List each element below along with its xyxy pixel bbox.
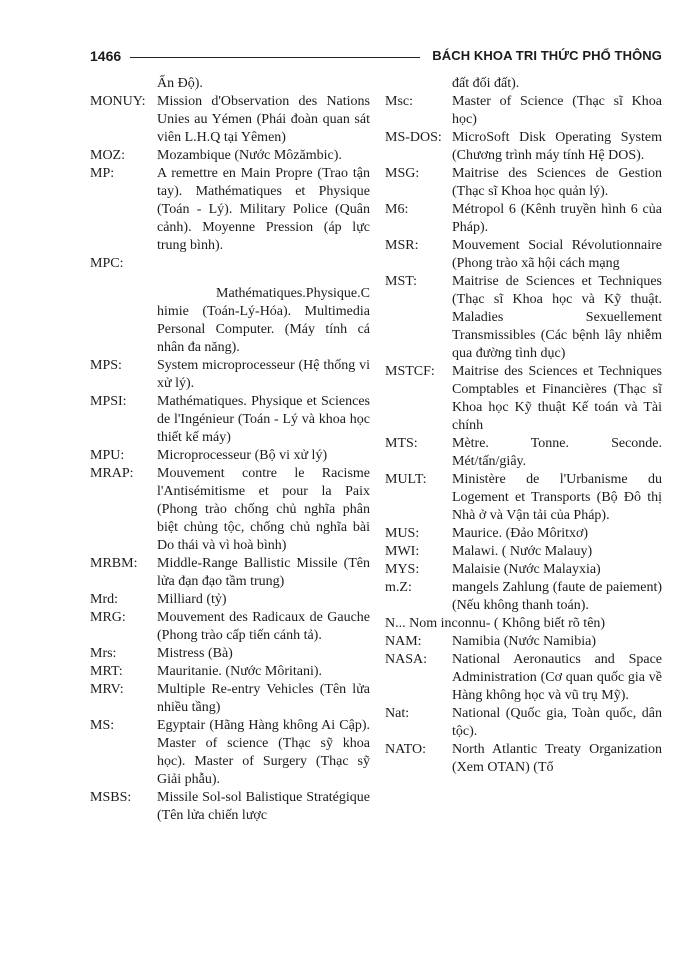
dictionary-entry bbox=[90, 465, 370, 555]
entry-definition: Maitrise de Sciences et Techniques (Thạc sĩ Khoa học và Kỹ thuật. Maladies Sexuellement Transmissibles (Các bệnh lây nhiễm qua đường tình dục) bbox=[452, 274, 662, 361]
entry-term: NASA: bbox=[385, 652, 428, 667]
dictionary-entry bbox=[385, 237, 662, 273]
dictionary-entry bbox=[385, 651, 662, 705]
dictionary-entry bbox=[90, 255, 370, 273]
dictionary-entry bbox=[385, 525, 662, 543]
dictionary-entry bbox=[90, 645, 370, 663]
entry-definition: Mouvement contre le Racisme l'Antisémitisme et pour la Paix (Phong trào chống chủ nghĩa phân biệt chủng tộc, chống chủ nghĩa bài Do thái và vì hoà bình) bbox=[157, 466, 370, 553]
dictionary-entry bbox=[385, 615, 662, 633]
dictionary-entry bbox=[385, 471, 662, 525]
entry-term: Nat: bbox=[385, 706, 410, 721]
dictionary-entry bbox=[90, 663, 370, 681]
dictionary-entry bbox=[385, 435, 662, 471]
dictionary-entry bbox=[90, 609, 370, 645]
entry-term: MTS: bbox=[385, 436, 418, 451]
entry-definition: đất đối đất). bbox=[452, 76, 520, 91]
entry-term: M6: bbox=[385, 202, 409, 217]
entry-definition: Missile Sol-sol Balistique Stratégique (Tên lửa chiến lược bbox=[157, 790, 370, 823]
entry-definition: Ấn Độ). bbox=[157, 76, 203, 91]
entry-term: Mrd: bbox=[90, 592, 118, 607]
dictionary-entry bbox=[385, 741, 662, 777]
entry-definition: System microprocesseur (Hệ thống vi xử lý). bbox=[157, 358, 370, 391]
entry-definition: Mathématiques. Physique et Sciences de l'Ingénieur (Toán - Lý và khoa học thiết kế máy) bbox=[157, 394, 370, 445]
entry-definition: Mètre. Tonne. Seconde. Mét/tấn/giây. bbox=[452, 436, 662, 469]
dictionary-entry bbox=[90, 717, 370, 789]
dictionary-entry bbox=[90, 165, 370, 255]
dictionary-entry bbox=[385, 633, 662, 651]
page-number: 1466 bbox=[90, 48, 122, 64]
entry-term: MPU: bbox=[90, 448, 125, 463]
dictionary-entry bbox=[385, 75, 662, 93]
entry-term: MUS: bbox=[385, 526, 420, 541]
entry-term: Mrs: bbox=[90, 646, 117, 661]
entry-definition: Egyptair (Hãng Hàng không Ai Cập). Master of science (Thạc sỹ khoa học). Master of Surgery (Thạc sỹ Giải phẫu). bbox=[157, 718, 370, 787]
dictionary-entry bbox=[90, 303, 370, 357]
dictionary-entry bbox=[90, 75, 370, 93]
entry-term: MSTCF: bbox=[385, 364, 435, 379]
entry-definition: Malaisie (Nước Malayxia) bbox=[452, 562, 601, 577]
entry-definition: Maurice. (Đảo Môritxơ) bbox=[452, 526, 589, 541]
entry-term: MS: bbox=[90, 718, 115, 733]
entry-definition: himie (Toán-Lý-Hóa). Multimedia Personal Computer. (Máy tính cá nhân đa năng). bbox=[157, 304, 370, 355]
entry-definition: National (Quốc gia, Toàn quốc, dân tộc). bbox=[452, 706, 662, 739]
dictionary-entry bbox=[90, 789, 370, 825]
dictionary-entry bbox=[385, 93, 662, 129]
entry-definition: Mozambique (Nước Môzămbic). bbox=[157, 148, 342, 163]
entry-definition: Master of Science (Thạc sĩ Khoa học) bbox=[452, 94, 662, 127]
entry-definition: Milliard (tỷ) bbox=[157, 592, 227, 607]
entry-term: MRAP: bbox=[90, 466, 134, 481]
entry-definition: Maitrise des Sciences de Gestion (Thạc sĩ Khoa học quản lý). bbox=[452, 166, 662, 199]
dictionary-entry bbox=[90, 147, 370, 165]
entry-term: MRBM: bbox=[90, 556, 138, 571]
dictionary-entry bbox=[385, 543, 662, 561]
entry-term: MPSI: bbox=[90, 394, 127, 409]
entry-term: MYS: bbox=[385, 562, 420, 577]
entry-term: NAM: bbox=[385, 634, 422, 649]
entry-definition: MicroSoft Disk Operating System (Chương trình máy tính Hệ DOS). bbox=[452, 130, 662, 163]
page-header bbox=[90, 46, 662, 68]
dictionary-entry bbox=[385, 165, 662, 201]
dictionary-entry bbox=[385, 273, 662, 363]
dictionary-entry bbox=[90, 93, 370, 147]
entry-definition: Mauritanie. (Nước Môritani). bbox=[157, 664, 323, 679]
entry-definition: Mission d'Observation des Nations Unies au Yémen (Phái đoàn quan sát viên L.H.Q tại Yêmen) bbox=[157, 94, 370, 145]
dictionary-entry bbox=[385, 201, 662, 237]
entry-term: m.Z: bbox=[385, 580, 412, 595]
entry-term: MWI: bbox=[385, 544, 420, 559]
entry-definition: Métropol 6 (Kênh truyền hình 6 của Pháp). bbox=[452, 202, 662, 235]
entry-definition: Mouvement des Radicaux de Gauche (Phong trào cấp tiến cánh tả). bbox=[157, 610, 370, 643]
entry-definition: Ministère de l'Urbanisme du Logement et Transports (Bộ Đô thị Nhà ở và Vận tải của Pháp). bbox=[452, 472, 662, 523]
entry-definition: N... Nom inconnu- ( Không biết rõ tên) bbox=[385, 616, 606, 631]
entry-term: MPS: bbox=[90, 358, 122, 373]
entry-definition: Mathématiques.Physique.C bbox=[216, 286, 370, 301]
entry-term: MP: bbox=[90, 166, 115, 181]
entry-definition: Mistress (Bà) bbox=[157, 646, 233, 661]
running-title: BÁCH KHOA TRI THỨC PHỔ THÔNG bbox=[432, 48, 662, 63]
entry-definition: A remettre en Main Propre (Trao tận tay). Mathématiques et Physique (Toán - Lý). Military Police (Quân cảnh). Moyenne Pression (áp lực trung bình). bbox=[157, 166, 370, 253]
left-column bbox=[90, 75, 370, 825]
dictionary-entry bbox=[90, 357, 370, 393]
entry-term: MULT: bbox=[385, 472, 427, 487]
entry-definition: Malawi. ( Nước Malauy) bbox=[452, 544, 593, 559]
entry-term: MST: bbox=[385, 274, 417, 289]
entry-term: MRG: bbox=[90, 610, 126, 625]
entry-definition: Maitrise des Sciences et Techniques Comptables et Financières (Thạc sĩ Khoa học Kỹ thuật Kế toán và Tài chính bbox=[452, 364, 662, 433]
entry-definition: mangels Zahlung (faute de paiement) (Nếu không thanh toán). bbox=[452, 580, 662, 613]
dictionary-entry bbox=[385, 579, 662, 615]
entry-term: MS-DOS: bbox=[385, 130, 442, 145]
entry-definition: Middle-Range Ballistic Missile (Tên lửa đạn đạo tầm trung) bbox=[157, 556, 370, 589]
entry-term: MSR: bbox=[385, 238, 419, 253]
entry-term: MONUY: bbox=[90, 94, 146, 109]
entry-definition: Multiple Re-entry Vehicles (Tên lửa nhiều tầng) bbox=[157, 682, 370, 715]
dictionary-entry bbox=[385, 705, 662, 741]
dictionary-entry bbox=[385, 129, 662, 165]
entry-definition: Microprocesseur (Bộ vi xử lý) bbox=[157, 448, 328, 463]
entry-term: MOZ: bbox=[90, 148, 125, 163]
entry-definition: Namibia (Nước Namibia) bbox=[452, 634, 597, 649]
header-rule bbox=[130, 57, 420, 58]
right-column bbox=[385, 75, 662, 777]
dictionary-entry bbox=[90, 555, 370, 591]
dictionary-entry bbox=[385, 363, 662, 435]
entry-term: MSG: bbox=[385, 166, 420, 181]
entry-term: MPC: bbox=[90, 256, 124, 271]
dictionary-entry bbox=[90, 447, 370, 465]
dictionary-entry bbox=[90, 681, 370, 717]
entry-term: NATO: bbox=[385, 742, 426, 757]
dictionary-entry bbox=[90, 393, 370, 447]
dictionary-entry bbox=[90, 285, 370, 303]
entry-term: MSBS: bbox=[90, 790, 132, 805]
dictionary-entry bbox=[90, 591, 370, 609]
entry-definition: Mouvement Social Révolutionnaire (Phong trào xã hội cách mạng bbox=[452, 238, 662, 271]
entry-definition: National Aeronautics and Space Administration (Cơ quan quốc gia về Hàng không học và vũ trụ Mỹ). bbox=[452, 652, 662, 703]
entry-term: MRT: bbox=[90, 664, 123, 679]
entry-term: MRV: bbox=[90, 682, 124, 697]
dictionary-entry bbox=[385, 561, 662, 579]
entry-term: Msc: bbox=[385, 94, 413, 109]
entry-definition: North Atlantic Treaty Organization (Xem OTAN) (Tổ bbox=[452, 742, 662, 775]
